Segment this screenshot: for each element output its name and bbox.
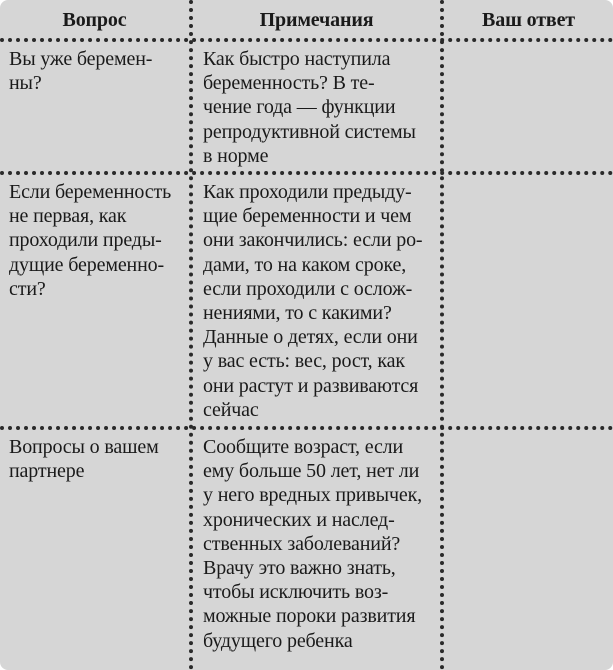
- row-1-notes: [203, 47, 437, 168]
- text-line: Как быстро наступила: [203, 48, 391, 70]
- text-line: хронических и наслед-: [203, 508, 395, 531]
- text-line: Вопросы о вашем: [9, 436, 159, 458]
- row-1-question: [9, 47, 185, 95]
- text-line: Данные о детях, если они: [203, 326, 418, 349]
- text-line: ны?: [9, 72, 42, 95]
- text-line: дами, то на каком сроке,: [203, 253, 407, 276]
- text-line: беременность? В те-: [203, 72, 375, 95]
- row-2-answer: [448, 180, 606, 420]
- text-line: проходили преды-: [9, 229, 162, 252]
- row-1-answer: [448, 47, 606, 165]
- text-line: нениями, то с какими?: [203, 302, 392, 325]
- header-question: Вопрос: [62, 9, 127, 31]
- text-line: репродуктивной системы: [203, 120, 416, 143]
- header-answer: Ваш ответ: [482, 9, 575, 31]
- row-divider: [0, 38, 613, 42]
- text-line: Если беременность: [9, 181, 172, 203]
- text-line: дущие беременно-: [9, 253, 165, 276]
- text-line: щие беременности и чем: [203, 205, 412, 228]
- text-line: в норме: [203, 144, 269, 167]
- row-divider: [0, 426, 613, 430]
- text-line: чтобы исключить воз-: [203, 581, 389, 604]
- text-line: партнере: [9, 460, 85, 483]
- row-2-question: [9, 180, 185, 301]
- text-line: будущего ребенка: [203, 629, 353, 652]
- text-line: ему больше 50 лет, нет ли: [203, 460, 420, 483]
- text-line: сейчас: [203, 398, 259, 421]
- text-line: Сообщите возраст, если: [203, 436, 404, 458]
- row-divider: [0, 171, 613, 175]
- text-line: сти?: [9, 277, 46, 300]
- row-3-answer: [448, 435, 606, 663]
- text-line: не первая, как: [9, 205, 127, 228]
- text-line: они закончились: если ро-: [203, 229, 423, 252]
- text-line: они растут и развиваются: [203, 374, 419, 397]
- row-3-question: [9, 435, 185, 483]
- text-line: Вы уже беремен-: [9, 48, 153, 70]
- text-line: если проходили с ослож-: [203, 277, 413, 300]
- text-line: Врачу это важно знать,: [203, 557, 396, 580]
- column-divider: [189, 0, 193, 670]
- row-2-notes: [203, 180, 437, 422]
- text-line: чение года — функции: [203, 96, 396, 119]
- column-divider: [440, 0, 444, 670]
- text-line: у вас есть: вес, рост, как: [203, 350, 405, 373]
- row-3-notes: [203, 435, 437, 653]
- text-line: Как проходили предыду-: [203, 181, 412, 203]
- text-line: можные пороки развития: [203, 605, 416, 628]
- header-notes: Примечания: [259, 9, 374, 31]
- text-line: у него вредных привычек,: [203, 484, 422, 507]
- text-line: ственных заболеваний?: [203, 532, 401, 555]
